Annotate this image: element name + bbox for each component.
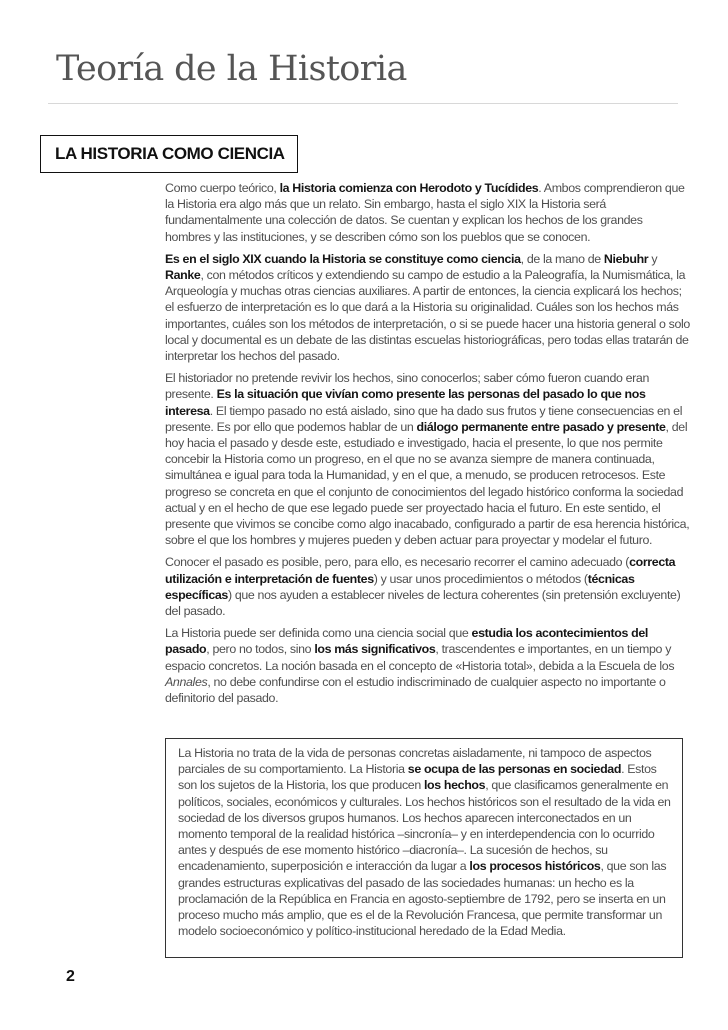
text-run: , que clasificamos generalmente en políticos, sociales, económicos y culturales. Los hechos históricos son el resultado de la vida en sociedad de los diversos grupos humanos. Los hechos aparecen interconectados en un momento temporal de la realidad histórica –sincronía– y en interdependencia con lo ocurrido antes y después de ese momento histórico –diacronía–. La sucesión de hechos, su encadenamiento, superposición e interacción da lugar a [178, 778, 671, 874]
text-run: , del hoy hacia el pasado y desde este, estudiado e investigado, hacia el presente, lo que nos permite concebir la Historia como un progreso, en el que no se avanza siempre de manera continuada, simultánea e igual para toda la Humanidad, y en el que, a menudo, se producen retrocesos. Este progreso se concreta en que el conjunto de conocimientos del legado histórico conforma la sociedad actual y en el hecho de que ese legado puede ser proyectado hacia el futuro. En este sentido, el presente que vivimos se concibe como algo inacabado, configurado a partir de esa herencia histórica, sobre el que los hombres y mujeres pueden y deben actuar para proyectar y modelar el futuro. [165, 419, 690, 548]
page-title: Teoría de la Historia [56, 49, 407, 89]
bold-text: Es en el siglo XIX cuando la Historia se constituye como ciencia [165, 251, 521, 266]
text-run: y [648, 251, 658, 266]
bold-text: los más significativos [314, 642, 436, 657]
paragraph-1 [165, 180, 690, 245]
italic-text: Annales [165, 674, 208, 689]
bold-text: diálogo permanente entre pasado y presente [416, 419, 666, 434]
bold-text: los procesos históricos [469, 859, 601, 874]
paragraph-2 [165, 251, 690, 364]
text-run: , trascendentes e importantes, en un tiempo y espacio concretos. La noción basada en el concepto de «Historia total», debida a la Escuela de los [165, 642, 675, 673]
paragraph-4 [165, 554, 690, 619]
paragraph-5 [165, 625, 690, 706]
text-run: Conocer el pasado es posible, pero, para ello, es necesario recorrer el camino adecuado ( [165, 555, 630, 570]
text-run: , de la mano de [520, 251, 604, 266]
boxed-note [165, 738, 683, 958]
bold-text: Es la situación que vivían como presente las personas del pasado lo que nos interesa [165, 387, 646, 418]
section-title: LA HISTORIA COMO CIENCIA [55, 144, 285, 163]
text-run: , pero no todos, sino [206, 642, 315, 657]
boxed-paragraph [178, 745, 676, 939]
text-run: . Ambos comprendieron que la Historia era algo más que un relato. Sin embargo, hasta el siglo XIX la Historia será fundamentalmente una colección de datos. Se cuentan y explican los hechos de los grandes hombres y las instituciones, y se describen cómo son los pueblos que se conocen. [165, 181, 685, 244]
bold-text: correcta utilización e interpretación de fuentes [165, 555, 676, 586]
bold-text: se ocupa de las personas en sociedad [407, 762, 622, 777]
text-run: La Historia puede ser definida como una ciencia social que [165, 626, 472, 641]
bold-text: Niebuhr [603, 251, 649, 266]
title-divider [48, 103, 678, 104]
body-text [165, 180, 690, 712]
text-run: . El tiempo pasado no está aislado, sino que ha dado sus frutos y tiene consecuencias en el presente. Es por ello que podemos hablar de un [165, 403, 683, 434]
text-run: , no debe confundirse con el estudio indiscriminado de cualquier aspecto no importante o definitorio del pasado. [165, 674, 666, 706]
text-run: El historiador no pretende revivir los hechos, sino conocerlos; saber cómo fueron cuando eran presente. [165, 371, 650, 402]
bold-text: estudia los acontecimientos del pasado [165, 626, 648, 657]
text-run: La Historia no trata de la vida de personas concretas aisladamente, ni tampoco de aspectos parciales de su comportamiento. La Historia [178, 746, 652, 777]
text-run: , con métodos críticos y extendiendo su campo de estudio a la Paleografía, la Numismática, la Arqueología y muchas otras ciencias auxiliares. A partir de entonces, la ciencia explicará los hechos; el esfuerzo de interpretación es lo que dará a la Historia su originalidad. Cuáles son los hechos más importantes, cuáles son los métodos de interpretación, o si se puede hacer una historia general o solo local y documental es un debate de las distintas escuelas historiográficas, pero todas ellas tratarán de interpretar los hechos del pasado. [165, 268, 690, 364]
text-run: , que son las grandes estructuras explicativas del pasado de las sociedades humanas: un hecho es la proclamación de la República en Francia en agosto-septiembre de 1792, pero se inserta en un proceso mucho más amplio, que es el de la Revolución Francesa, que permite transformar un modelo socioeconómico y político-institucional heredado de la Edad Media. [178, 859, 667, 939]
text-run: . Estos son los sujetos de la Historia, los que producen [178, 762, 657, 793]
text-run: ) y usar unos procedimientos o métodos ( [373, 571, 588, 586]
text-run: ) que nos ayuden a establecer niveles de lectura coherentes (sin pretensión excluyente) del pasado. [165, 587, 681, 619]
page-number: 2 [66, 968, 75, 985]
bold-text: Ranke [165, 268, 201, 283]
bold-text: técnicas específicas [165, 571, 635, 602]
bold-text: los hechos [423, 778, 486, 793]
section-heading-box [40, 135, 298, 173]
text-run: Como cuerpo teórico, [165, 181, 280, 195]
paragraph-3 [165, 370, 690, 548]
bold-text: la Historia comienza con Herodoto y Tucídides [279, 181, 539, 195]
